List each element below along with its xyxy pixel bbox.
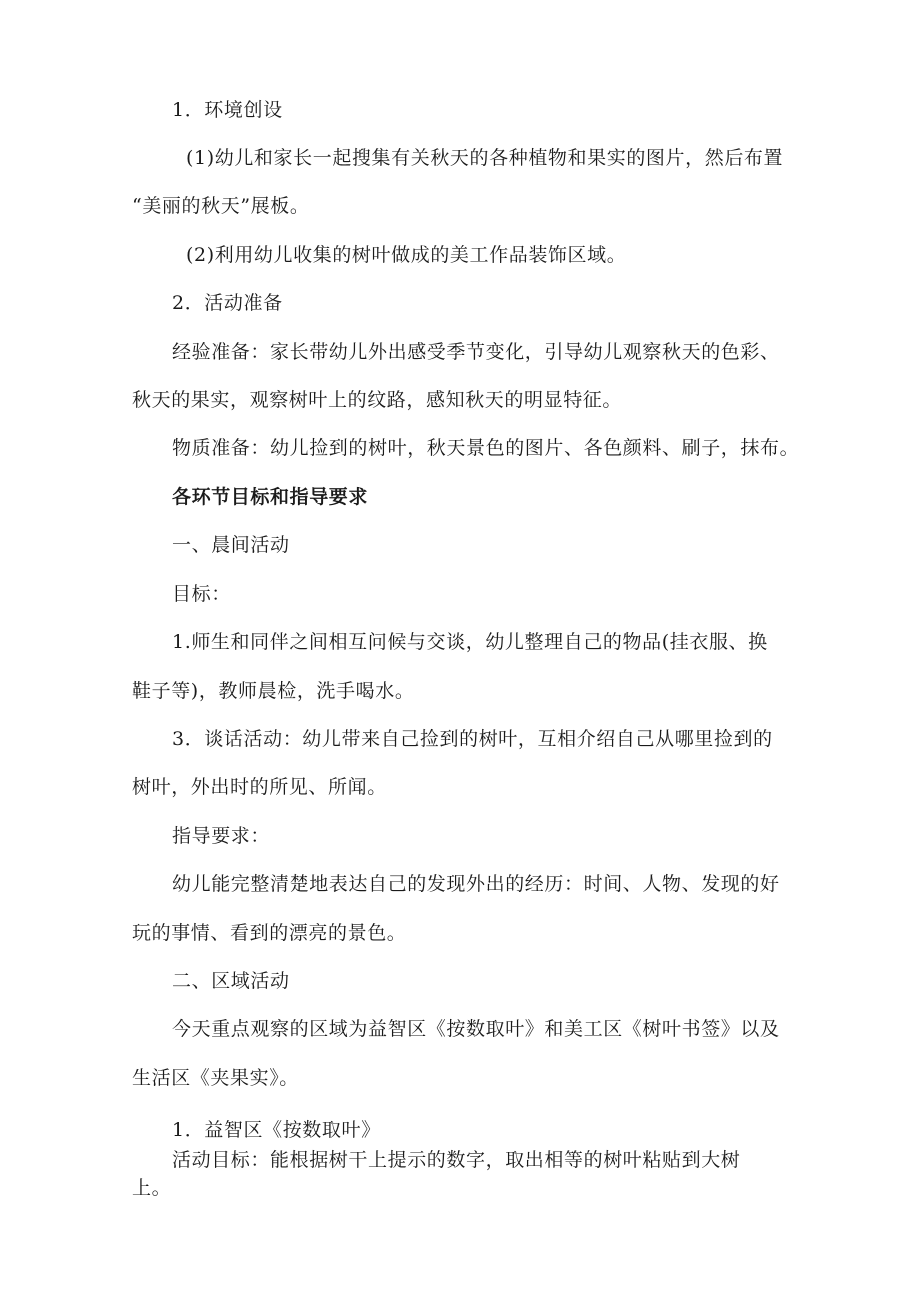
heading-puzzle-area: 1．益智区《按数取叶》 [172, 1119, 381, 1141]
label-guidance: 指导要求： [172, 825, 271, 847]
paragraph-line: 鞋子等)，教师晨检，洗手喝水。 [132, 680, 415, 702]
section-heading-goals: 各环节目标和指导要求 [172, 486, 369, 508]
paragraph-line: (1)幼儿和家长一起搜集有关秋天的各种植物和果实的图片，然后布置 [186, 147, 784, 169]
paragraph-line: 物质准备：幼儿捡到的树叶，秋天景色的图片、各色颜料、刷子，抹布。 [172, 437, 800, 459]
heading-area-activity: 二、区域活动 [172, 970, 290, 992]
heading-preparation: 2．活动准备 [172, 292, 283, 314]
label-goal: 目标： [172, 583, 231, 605]
paragraph-line: 上。 [132, 1177, 172, 1199]
heading-environment: 1．环境创设 [172, 99, 283, 121]
paragraph-line: 秋天的果实，观察树叶上的纹路，感知秋天的明显特征。 [132, 389, 623, 411]
paragraph-line: 树叶，外出时的所见、所闻。 [132, 776, 387, 798]
paragraph-line: 幼儿能完整清楚地表达自己的发现外出的经历：时间、人物、发现的好 [172, 873, 780, 895]
heading-morning-activity: 一、晨间活动 [172, 534, 290, 556]
paragraph-line: 生活区《夹果实》。 [132, 1067, 299, 1089]
paragraph-line: 经验准备：家长带幼儿外出感受季节变化，引导幼儿观察秋天的色彩、 [172, 341, 780, 363]
paragraph-line: 1.师生和同伴之间相互问候与交谈，幼儿整理自己的物品(挂衣服、换 [172, 631, 768, 653]
paragraph-line: 活动目标：能根据树干上提示的数字，取出相等的树叶粘贴到大树 [172, 1149, 741, 1171]
paragraph-line: (2)利用幼儿收集的树叶做成的美工作品装饰区域。 [186, 244, 627, 266]
paragraph-line: 3．谈话活动：幼儿带来自己捡到的树叶，互相介绍自己从哪里捡到的 [172, 728, 773, 750]
paragraph-line: 今天重点观察的区域为益智区《按数取叶》和美工区《树叶书签》以及 [172, 1018, 780, 1040]
paragraph-line: 玩的事情、看到的漂亮的景色。 [132, 922, 407, 944]
paragraph-line: “美丽的秋天”展板。 [132, 195, 310, 217]
